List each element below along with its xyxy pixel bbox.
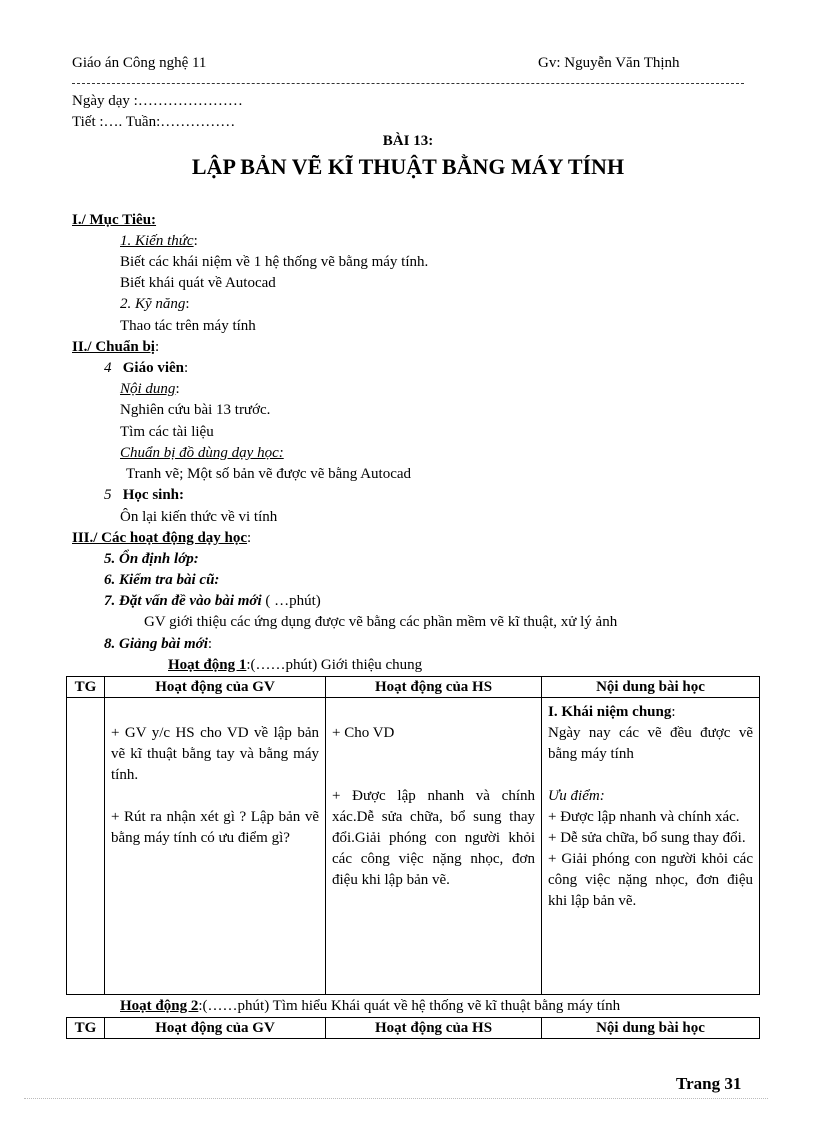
cell-tg [67, 698, 105, 995]
materials-item-1: Tranh vẽ; Một số bản vẽ được vẽ bằng Autocad [126, 466, 412, 482]
content-advantage-3: + Giải phóng con người khỏi các công việc nặng nhọc, đơn điệu khi lập bản vẽ. [548, 851, 753, 909]
lesson-title: LẬP BẢN VẼ KĨ THUẬT BẰNG MÁY TÍNH [191, 154, 625, 179]
teacher-activity-1: + GV y/c HS cho VD về lập bản vẽ kĩ thuật bằng tay và bằng máy tính. [111, 725, 319, 783]
page-bottom-border [24, 1098, 768, 1099]
activity-2-table [66, 1017, 760, 1039]
header-divider [72, 83, 744, 84]
activity-1-heading: Hoạt động 1:(……phút) Giới thiệu chung [168, 657, 423, 673]
step-class-stabilize: 5. Ổn định lớp: [104, 551, 199, 567]
col-teacher-activity: Hoạt động của GV [105, 677, 326, 698]
col-tg: TG [67, 677, 105, 698]
col-teacher-activity: Hoạt động của GV [105, 1018, 326, 1039]
step-introduce-lesson: 7. Đặt vấn đề vào bài mới ( …phút) [104, 593, 321, 609]
knowledge-item-2: Biết khái quát về Autocad [120, 275, 276, 291]
knowledge-item-1: Biết các khái niệm về 1 hệ thống vẽ bằng máy tính. [120, 254, 429, 270]
header-left: Giáo án Công nghệ 11 [72, 55, 207, 71]
content-heading: Nội dung: [120, 381, 180, 397]
step-new-lesson: 8. Giảng bài mới: [104, 636, 213, 652]
lesson-number: BÀI 13: [382, 133, 434, 149]
cell-lesson-content [542, 698, 760, 995]
section-preparation-heading: II./ Chuẩn bị: [72, 339, 160, 355]
col-lesson-content: Nội dung bài học [542, 677, 760, 698]
col-student-activity: Hoạt động của HS [326, 1018, 542, 1039]
student-item-1: Ôn lại kiến thức về vi tính [120, 509, 278, 525]
content-item-2: Tìm các tài liệu [120, 424, 214, 440]
section-objectives-heading: I./ Mục Tiêu: [72, 212, 157, 228]
step-check-old-lesson: 6. Kiểm tra bài cũ: [104, 572, 220, 588]
teacher-activity-2: + Rút ra nhận xét gì ? Lập bản vẽ bằng máy tính có ưu điểm gì? [111, 809, 319, 846]
student-activity-1: + Cho VD [332, 725, 395, 741]
activity-1-table [66, 676, 760, 995]
page-number: Trang 31 [676, 1074, 742, 1093]
content-advantage-1: + Được lập nhanh và chính xác. [548, 809, 740, 825]
materials-heading: Chuẩn bị đồ dùng dạy học: [120, 445, 284, 461]
student-activity-2: + Được lập nhanh và chính xác.Dễ sửa chữa, bổ sung thay đổi.Giải phóng con người khỏi các công việc nặng nhọc, đơn điệu khi lập bản vẽ. [332, 788, 535, 888]
content-advantages-heading: Ưu điểm: [548, 788, 605, 804]
table-row [67, 698, 760, 995]
section-activities-heading: III./ Các hoạt động dạy học: [72, 530, 252, 546]
skills-heading: 2. Kỹ năng: [120, 296, 190, 312]
cell-teacher-activity [105, 698, 326, 995]
header-right: Gv: Nguyễn Văn Thịnh [538, 55, 680, 71]
content-section-title: I. Khái niệm chung: [548, 704, 676, 720]
table-header-row [67, 677, 760, 698]
col-lesson-content: Nội dung bài học [542, 1018, 760, 1039]
content-item-1: Nghiên cứu bài 13 trước. [120, 402, 271, 418]
activity-2-heading: Hoạt động 2:(……phút) Tìm hiểu Khái quát về hệ thống vẽ kĩ thuật bằng máy tính [120, 998, 621, 1014]
period-week: Tiết :…. Tuần:…………… [72, 114, 236, 130]
cell-student-activity [326, 698, 542, 995]
skills-item-1: Thao tác trên máy tính [120, 318, 256, 334]
content-text-1: Ngày nay các vẽ đều được vẽ bằng máy tính [548, 725, 753, 762]
knowledge-heading: 1. Kiến thức: [120, 233, 198, 249]
student-heading: 5 Học sinh: [104, 487, 185, 503]
step-introduce-desc: GV giới thiệu các ứng dụng được vẽ bằng các phần mềm vẽ kĩ thuật, xử lý ảnh [144, 614, 618, 630]
teacher-heading: 4 Giáo viên: [104, 360, 189, 376]
col-student-activity: Hoạt động của HS [326, 677, 542, 698]
teaching-date: Ngày dạy :………………… [72, 93, 243, 109]
col-tg: TG [67, 1018, 105, 1039]
content-advantage-2: + Dễ sửa chữa, bổ sung thay đổi. [548, 830, 746, 846]
table-header-row [67, 1018, 760, 1039]
